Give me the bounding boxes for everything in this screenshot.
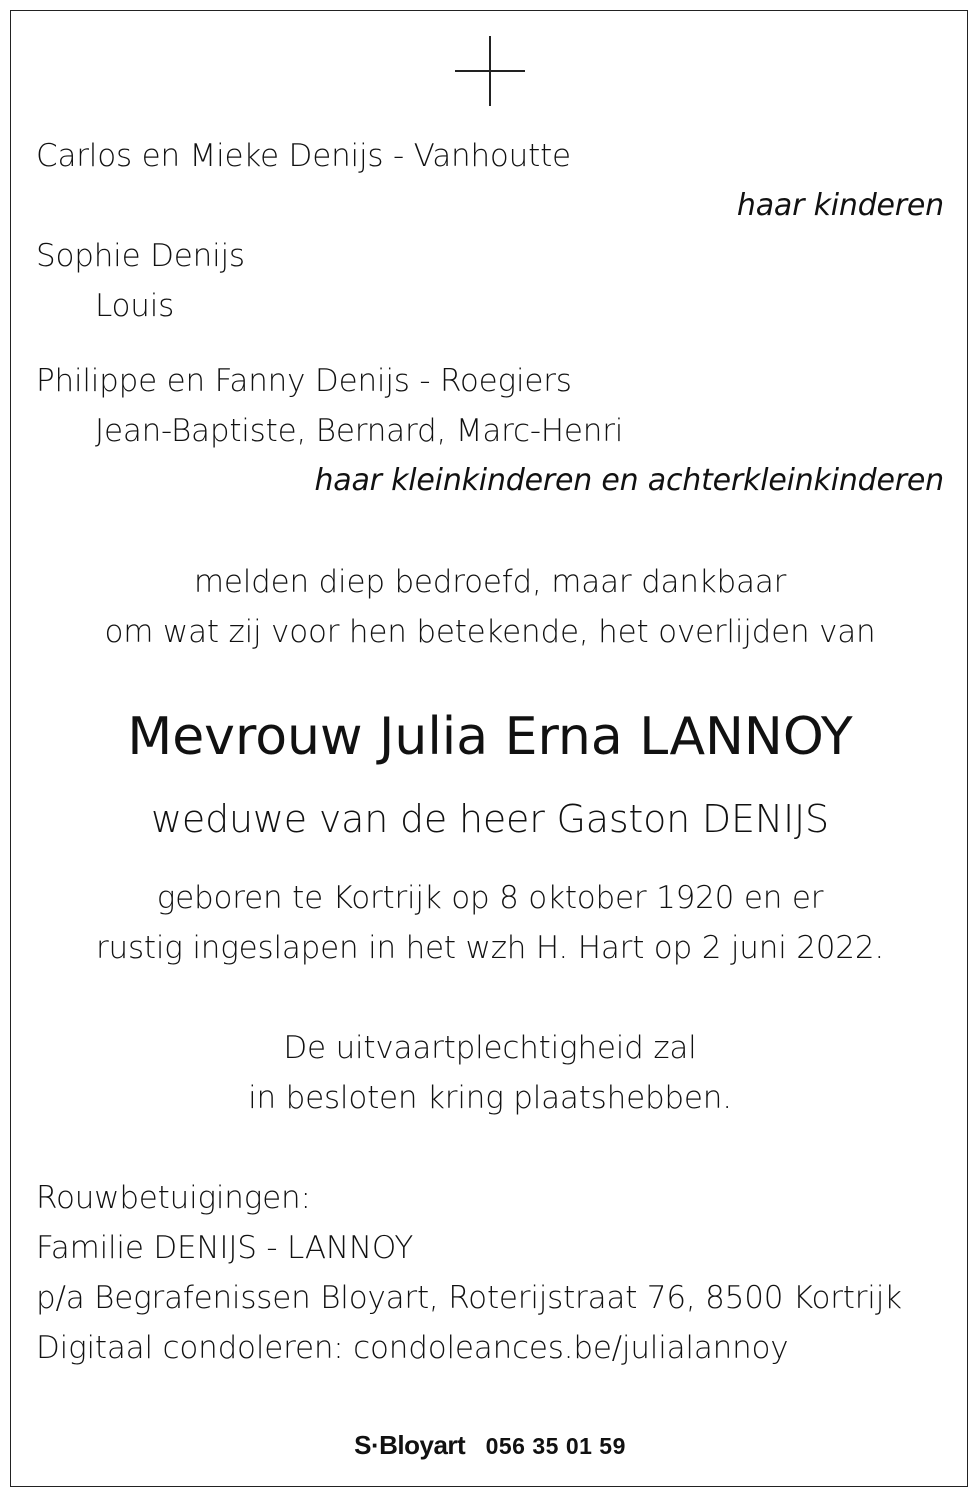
widow-of-line: weduwe van de heer Gaston DENIJS	[151, 797, 829, 841]
family-line-grandchildren: Jean-Baptiste, Bernard, Marc-Henri	[95, 413, 624, 449]
condolences-address: p/a Begrafenissen Bloyart, Roterijstraat 76, 8500 Kortrijk	[36, 1280, 902, 1316]
family-line-sophie: Sophie Denijs	[36, 238, 245, 274]
phone-number: 056 35 01 59	[485, 1433, 626, 1459]
cross-icon	[455, 36, 525, 106]
condolences-digital: Digitaal condoleren: condoleances.be/julialannoy	[36, 1330, 789, 1366]
deceased-name: Mevrouw Julia Erna LANNOY	[127, 707, 853, 767]
condolences-family: Familie DENIJS - LANNOY	[36, 1230, 414, 1266]
condolences-heading: Rouwbetuigingen:	[36, 1180, 311, 1216]
announcement-line-2: om wat zij voor hen betekende, het overlijden van	[104, 614, 876, 650]
family-line-philippe: Philippe en Fanny Denijs - Roegiers	[36, 363, 572, 399]
death-line: rustig ingeslapen in het wzh H. Hart op 2 juni 2022.	[95, 930, 885, 966]
ceremony-line-1: De uitvaartplechtigheid zal	[283, 1030, 697, 1066]
family-line-carlos: Carlos en Mieke Denijs - Vanhoutte	[36, 138, 571, 174]
announcement-line-1: melden diep bedroefd, maar dankbaar	[193, 564, 787, 600]
family-line-louis: Louis	[95, 288, 175, 324]
grandchildren-label: haar kleinkinderen en achterkleinkinderen	[314, 463, 944, 498]
children-label: haar kinderen	[736, 188, 944, 223]
ceremony-line-2: in besloten kring plaatshebben.	[248, 1080, 732, 1116]
birth-line: geboren te Kortrijk op 8 oktober 1920 en er	[156, 880, 824, 916]
bloyart-logo: S·Bloyart	[354, 1430, 466, 1460]
funeral-home-footer	[0, 1430, 980, 1461]
